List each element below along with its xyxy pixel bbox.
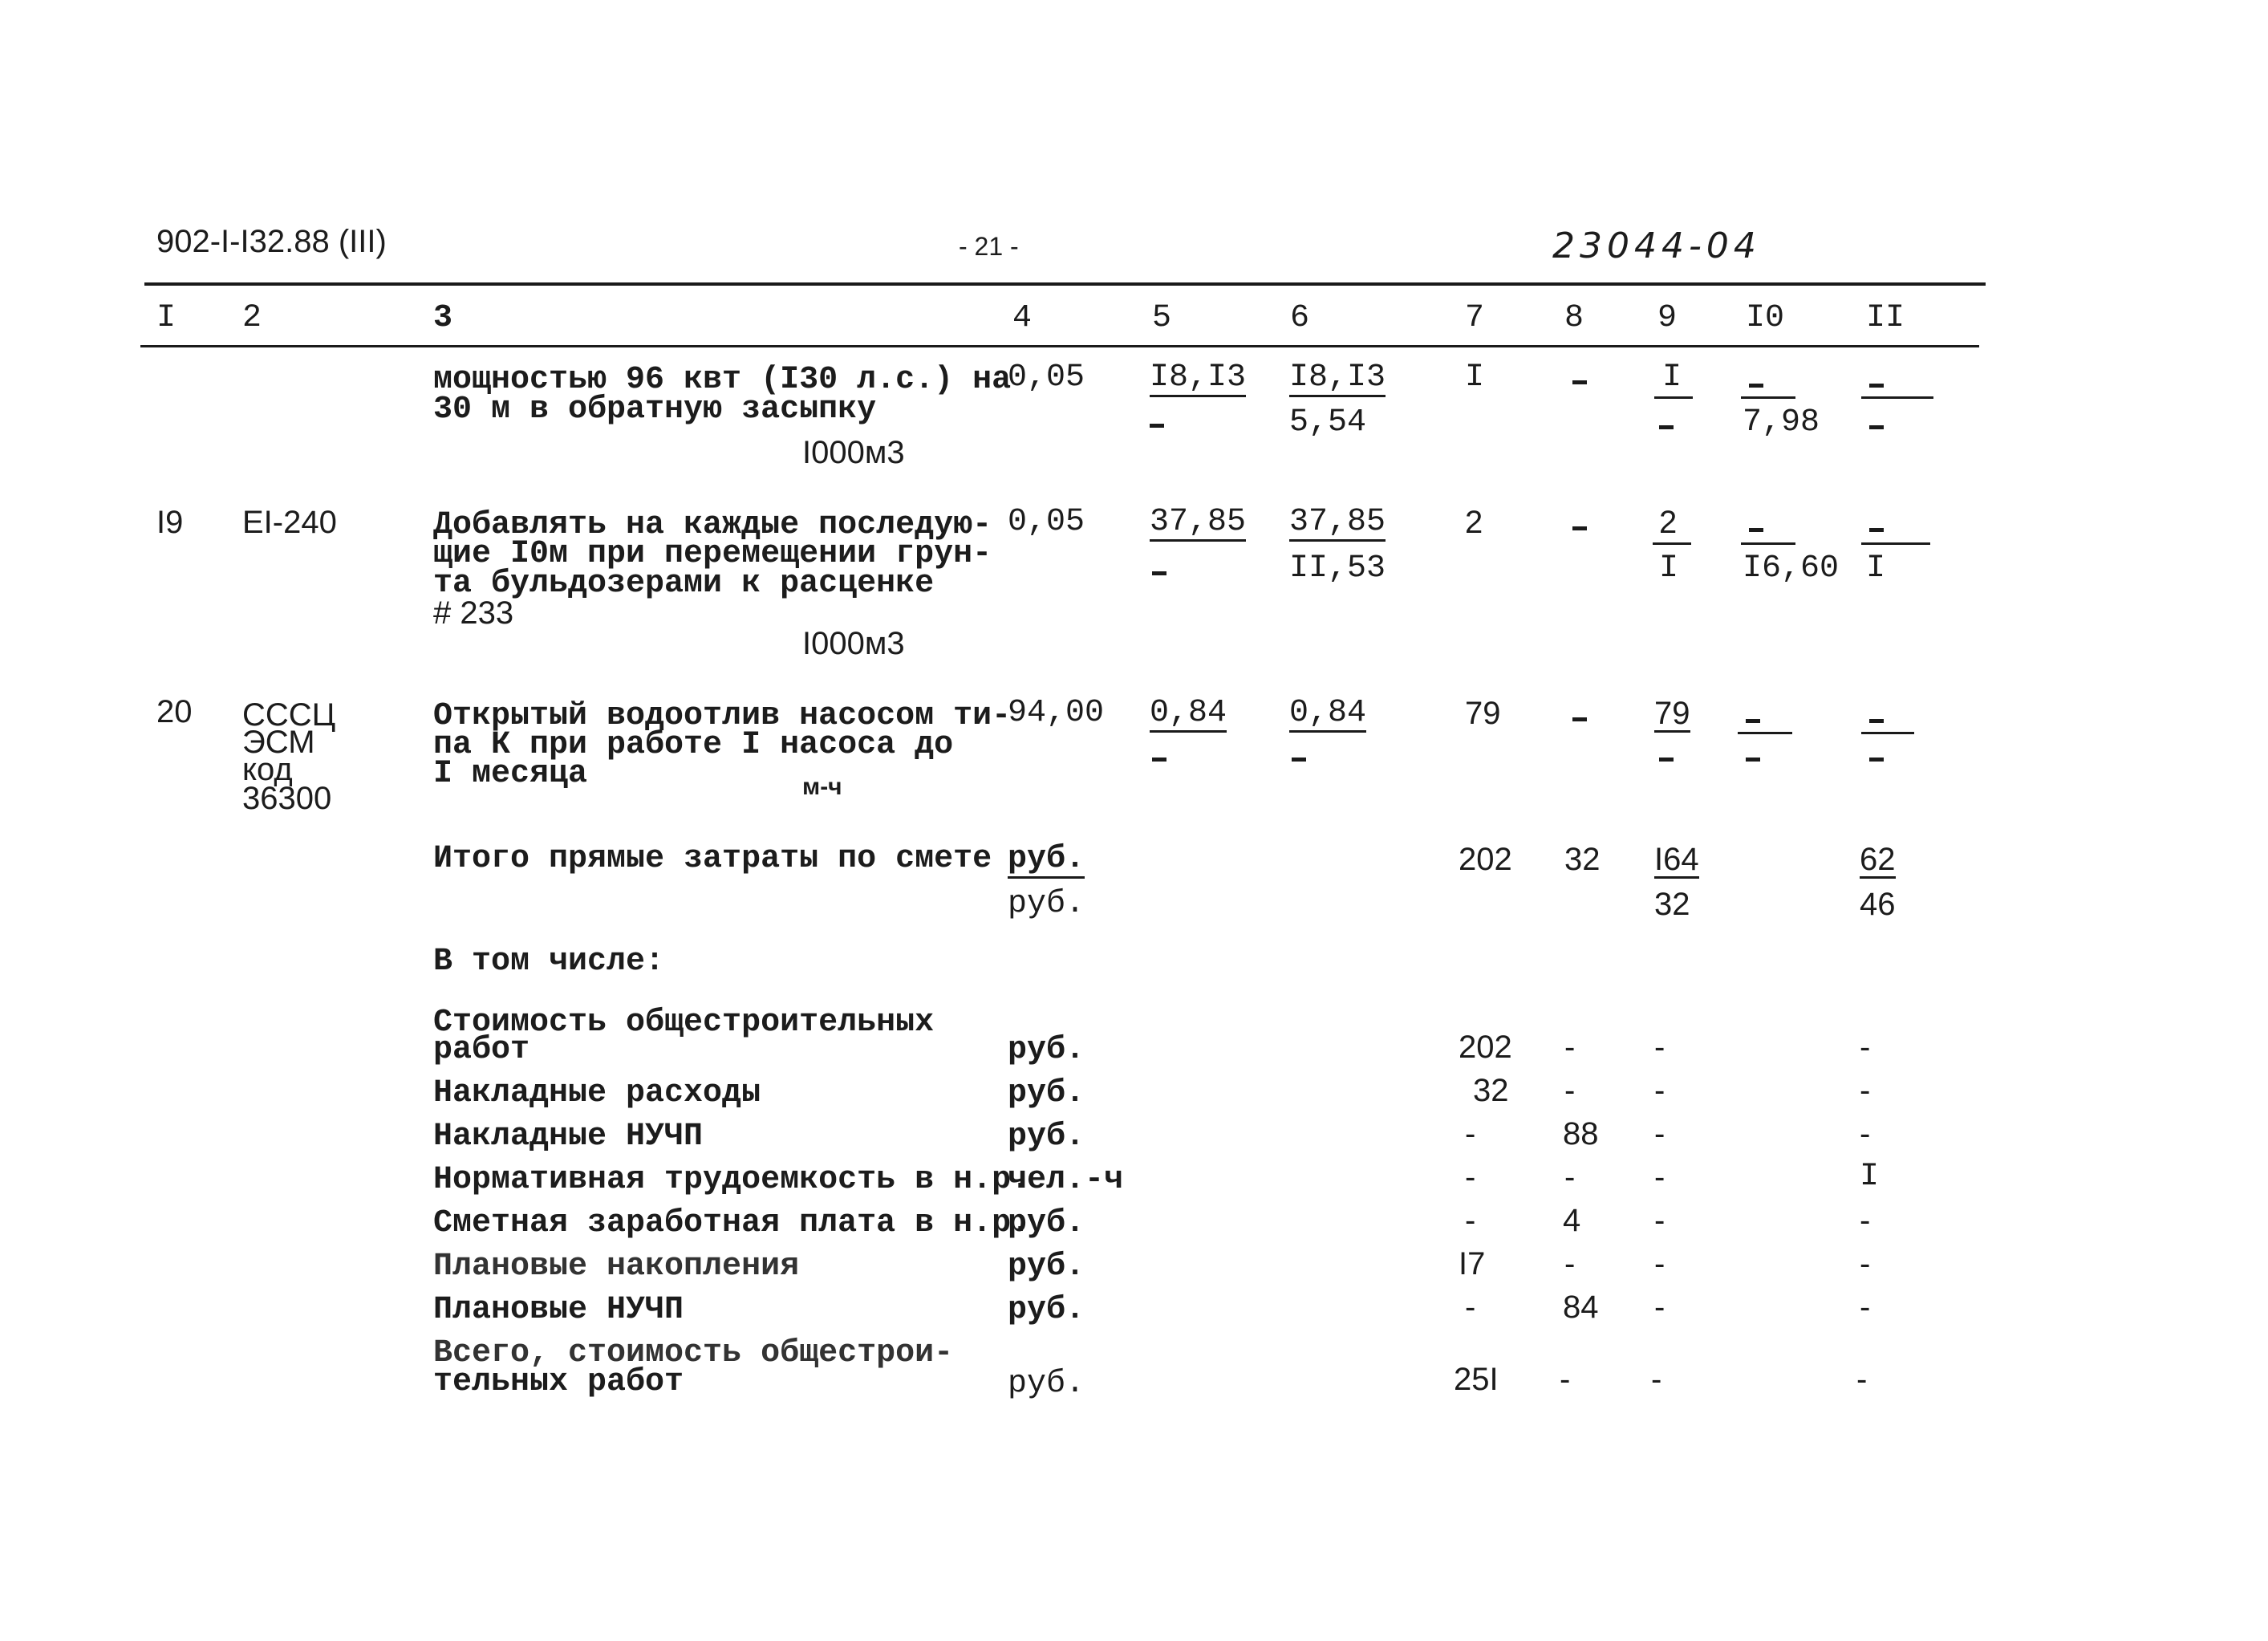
row-quantity: 94,00	[1008, 695, 1105, 731]
summary-c8: -	[1564, 1030, 1576, 1065]
header-top-rule	[144, 282, 1986, 286]
row-code: ЭСМ	[242, 725, 315, 760]
summary-c7: 32	[1473, 1073, 1509, 1108]
summary-c7: -	[1465, 1203, 1476, 1238]
summary-c8: -	[1564, 1246, 1576, 1282]
row-quantity: 0,05	[1008, 359, 1085, 396]
column-header: 5	[1152, 300, 1172, 336]
total-c11-top: 62	[1860, 842, 1896, 877]
summary-label: Нормативная трудоемкость в н.р.	[433, 1162, 1031, 1198]
dash-mark	[1572, 526, 1587, 530]
summary-c7: 202	[1459, 1030, 1512, 1065]
fraction-line	[1654, 396, 1693, 399]
summary-c9: -	[1654, 1290, 1665, 1325]
row-description: Открытый водоотлив насосом ти-	[433, 698, 1012, 734]
cell-c6-bottom: 5,54	[1289, 404, 1367, 441]
summary-c8: 84	[1563, 1290, 1599, 1325]
fraction-line	[1741, 542, 1795, 545]
row-description: па К при работе I насоса до	[433, 727, 954, 763]
summary-label: Плановые накопления	[433, 1249, 800, 1285]
row-unit: I000м3	[802, 626, 905, 661]
dash-mark	[1869, 758, 1884, 762]
summary-c9: -	[1651, 1362, 1662, 1397]
dash-mark	[1572, 717, 1587, 721]
row-unit: I000м3	[802, 435, 905, 470]
fraction-line	[1738, 732, 1792, 734]
summary-c9: -	[1654, 1160, 1665, 1195]
cell-c10-bottom: 7,98	[1743, 404, 1820, 441]
summary-c9: -	[1654, 1246, 1665, 1282]
fraction-line	[1861, 396, 1933, 399]
summary-c11: -	[1860, 1203, 1871, 1238]
row-description: 30 м в обратную засыпку	[433, 392, 877, 428]
column-header: 4	[1012, 300, 1033, 336]
total-c9-top: I64	[1654, 842, 1699, 877]
cell-c5-top: 0,84	[1150, 695, 1227, 731]
summary-unit: руб.	[1008, 1075, 1085, 1111]
row-quantity: 0,05	[1008, 504, 1085, 540]
column-header: 2	[242, 300, 262, 336]
dash-mark	[1869, 528, 1884, 532]
cell-c6-bottom: II,53	[1289, 550, 1386, 587]
column-header: 9	[1657, 300, 1678, 336]
cell-c10-bottom: I6,60	[1743, 550, 1840, 587]
summary-c8: 88	[1563, 1116, 1599, 1152]
dash-mark	[1746, 719, 1760, 723]
summary-c8: -	[1560, 1362, 1571, 1397]
total-unit-bottom: руб.	[1008, 886, 1085, 922]
summary-c9: -	[1654, 1116, 1665, 1152]
summary-label: Плановые НУЧП	[433, 1292, 684, 1328]
summary-label: Сметная заработная плата в н.р.	[433, 1205, 1031, 1241]
cell-c5-top: 37,85	[1150, 504, 1247, 540]
column-header: 7	[1465, 300, 1485, 336]
dash-mark	[1150, 424, 1164, 428]
summary-c7: -	[1465, 1290, 1476, 1325]
dash-mark	[1869, 719, 1884, 723]
dash-mark	[1659, 425, 1674, 429]
summary-c7: I7	[1459, 1246, 1486, 1282]
dash-mark	[1869, 384, 1884, 388]
cell-c7: 79	[1465, 696, 1501, 731]
cell-c9-bottom: I	[1659, 550, 1679, 587]
total-c8: 32	[1564, 842, 1601, 877]
page-number: - 21 -	[959, 232, 1019, 261]
summary-unit: чел.-ч	[1008, 1162, 1124, 1198]
summary-label: работ	[433, 1032, 530, 1068]
cell-c5-top: I8,I3	[1150, 359, 1247, 396]
total-c9-bottom: 32	[1654, 887, 1690, 922]
summary-c8: 4	[1563, 1203, 1581, 1238]
dash-mark	[1746, 758, 1760, 762]
row-number: I9	[156, 505, 184, 540]
summary-c11: I	[1860, 1159, 1880, 1195]
inventory-number: 23044-04	[1552, 225, 1761, 266]
cell-c11-bottom: I	[1866, 550, 1886, 587]
summary-label: Всего, стоимость общестрои-	[433, 1335, 954, 1371]
row-description: Добавлять на каждые последую-	[433, 507, 992, 543]
dash-mark	[1572, 380, 1587, 384]
summary-unit: руб.	[1008, 1205, 1085, 1241]
document-code: 902-I-I32.88 (III)	[156, 224, 387, 259]
column-header: I0	[1746, 300, 1785, 336]
summary-c11: -	[1860, 1290, 1871, 1325]
cell-c6-top: 37,85	[1289, 504, 1386, 540]
row-code: 36300	[242, 781, 332, 816]
dash-mark	[1152, 758, 1166, 762]
summary-c11: -	[1860, 1116, 1871, 1152]
summary-c11: -	[1860, 1246, 1871, 1282]
cell-c7: 2	[1465, 505, 1483, 540]
row-description: та бульдозерами к расценке	[433, 566, 935, 602]
row-number: 20	[156, 694, 193, 729]
summary-label: Накладные НУЧП	[433, 1119, 704, 1155]
fraction-line	[1741, 396, 1795, 399]
column-header: 3	[433, 300, 453, 336]
column-header: 6	[1290, 300, 1310, 336]
cell-c9-top: I	[1662, 359, 1682, 396]
dash-mark	[1292, 758, 1306, 762]
summary-unit: руб.	[1008, 1119, 1085, 1155]
column-header: 8	[1564, 300, 1584, 336]
row-code: СССЦ	[242, 697, 336, 733]
summary-c9: -	[1654, 1030, 1665, 1065]
row-code: EI-240	[242, 505, 337, 540]
total-c11-bottom: 46	[1860, 887, 1896, 922]
summary-c11: -	[1860, 1073, 1871, 1108]
summary-unit: руб.	[1008, 1366, 1085, 1402]
summary-c7: -	[1465, 1160, 1476, 1195]
summary-c8: -	[1564, 1160, 1576, 1195]
fraction-line	[1653, 542, 1691, 545]
summary-unit: руб.	[1008, 1249, 1085, 1285]
total-label: Итого прямые затраты по смете	[433, 841, 992, 877]
summary-c9: -	[1654, 1203, 1665, 1238]
total-c7: 202	[1459, 842, 1512, 877]
dash-mark	[1152, 571, 1166, 575]
summary-c7: -	[1465, 1116, 1476, 1152]
dash-mark	[1659, 758, 1674, 762]
total-unit-top: руб.	[1008, 841, 1085, 877]
summary-unit: руб.	[1008, 1032, 1085, 1068]
summary-unit: руб.	[1008, 1292, 1085, 1328]
cell-c9-top: 79	[1654, 696, 1690, 731]
summary-c11: -	[1856, 1362, 1868, 1397]
row-description: I месяца	[433, 756, 588, 792]
summary-c8: -	[1564, 1073, 1576, 1108]
row-description: мощностью 96 квт (I30 л.с.) на	[433, 362, 1012, 398]
cell-c9-top: 2	[1659, 505, 1678, 540]
fraction-line	[1861, 732, 1914, 734]
summary-label: Накладные расходы	[433, 1075, 761, 1111]
cell-c6-top: I8,I3	[1289, 359, 1386, 396]
summary-c7: 25I	[1454, 1362, 1499, 1397]
header-bottom-rule	[140, 345, 1979, 347]
summary-label: Стоимость общестроительных	[433, 1005, 935, 1041]
cell-c7: I	[1465, 359, 1485, 396]
cell-c6-top: 0,84	[1289, 695, 1367, 731]
dash-mark	[1869, 425, 1884, 429]
column-header: II	[1866, 300, 1905, 336]
dash-mark	[1749, 528, 1763, 532]
including-label: В том числе:	[433, 944, 665, 980]
summary-c9: -	[1654, 1073, 1665, 1108]
summary-label: тельных работ	[433, 1364, 684, 1400]
summary-c11: -	[1860, 1030, 1871, 1065]
row-unit: м-ч	[802, 774, 842, 800]
row-description: щие I0м при перемещении грун-	[433, 536, 992, 572]
row-description: # 233	[433, 595, 514, 631]
fraction-line	[1861, 542, 1930, 545]
column-header: I	[156, 300, 176, 336]
dash-mark	[1749, 384, 1763, 388]
row-code: код	[242, 752, 293, 787]
